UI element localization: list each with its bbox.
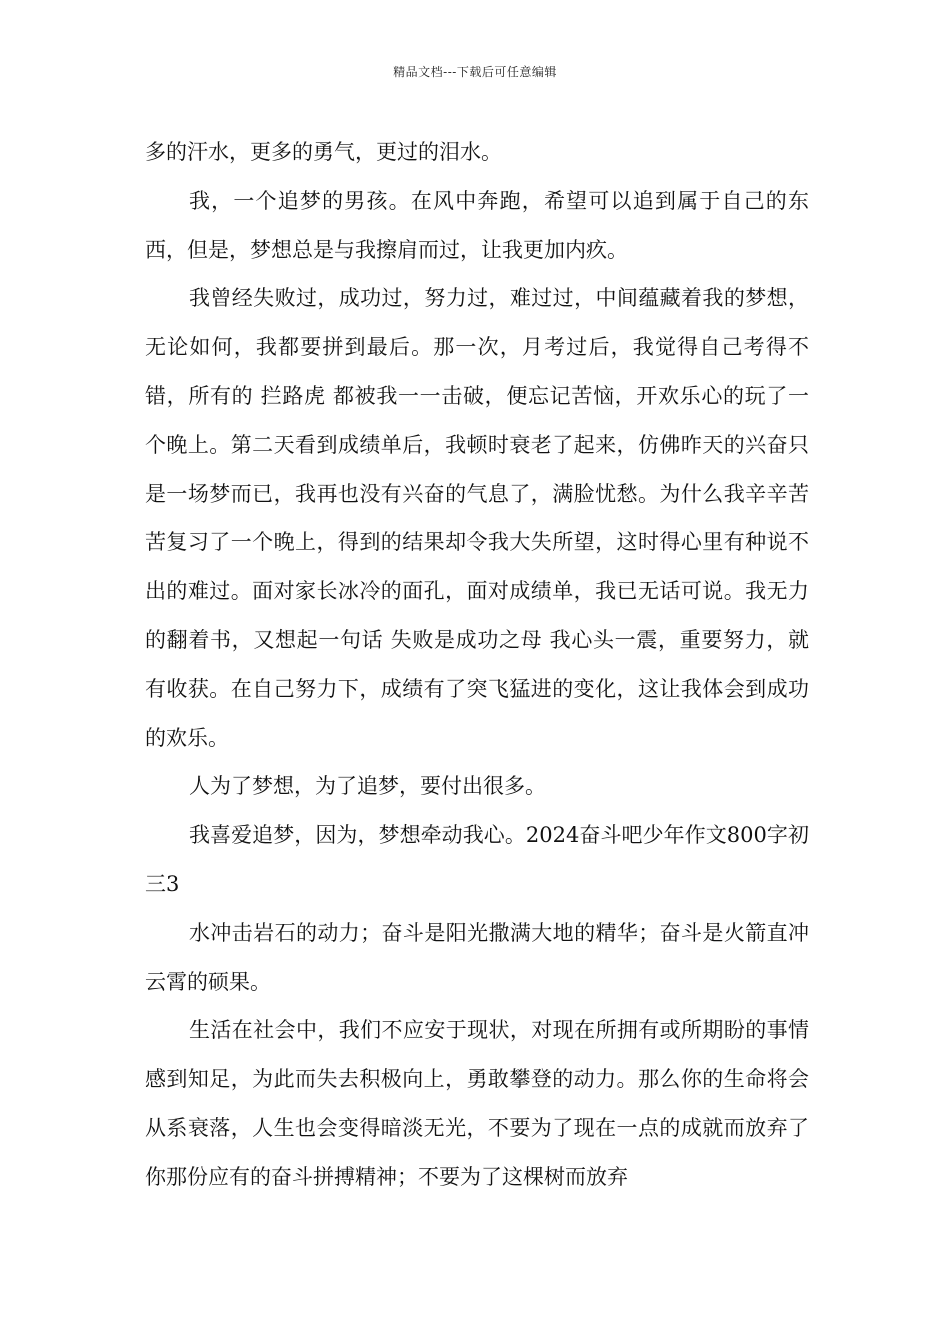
paragraph: 我，一个追梦的男孩。在风中奔跑，希望可以追到属于自己的东西，但是，梦想总是与我擦肩而过，让我更加内疚。 — [145, 188, 809, 262]
document-body — [145, 128, 809, 1202]
paragraph: 多的汗水，更多的勇气，更过的泪水。 — [145, 140, 502, 164]
page-header: 精品文档---下载后可任意编辑 — [393, 65, 557, 79]
paragraph: 生活在社会中，我们不应安于现状，对现在所拥有或所期盼的事情感到知足，为此而失去积极向上，勇敢攀登的动力。那么你的生命将会从系衰落，人生也会变得暗淡无光，不要为了现在一点的成就而放弃了你那份应有的奋斗拼搏精神；不要为了这棵树而放弃 — [145, 1018, 809, 1189]
paragraph: 我曾经失败过，成功过，努力过，难过过，中间蕴藏着我的梦想，无论如何，我都要拼到最后。那一次，月考过后，我觉得自己考得不错，所有的 拦路虎 都被我一一击破，便忘记苦恼，开欢乐心的玩了一个晚上。第二天看到成绩单后，我顿时衰老了起来，仿佛昨天的兴奋只是一场梦而已，我再也没有兴奋的气息了，满脸忧愁。为什么我辛辛苦苦复习了一个晚上，得到的结果却令我大失所望，这时得心里有种说不出的难过。面对家长冰冷的面孔，面对成绩单，我已无话可说。我无力的翻着书，又想起一句话 失败是成功之母 我心头一震，重要努力，就有收获。在自己努力下，成绩有了突飞猛进的变化，这让我体会到成功的欢乐。 — [145, 286, 809, 750]
paragraph: 我喜爱追梦，因为，梦想牵动我心。2024奋斗吧少年作文800字初三3 — [145, 823, 809, 896]
paragraph: 人为了梦想，为了追梦，要付出很多。 — [189, 774, 546, 799]
paragraph: 水冲击岩石的动力；奋斗是阳光撒满大地的精华；奋斗是火箭直冲云霄的硕果。 — [145, 920, 809, 994]
